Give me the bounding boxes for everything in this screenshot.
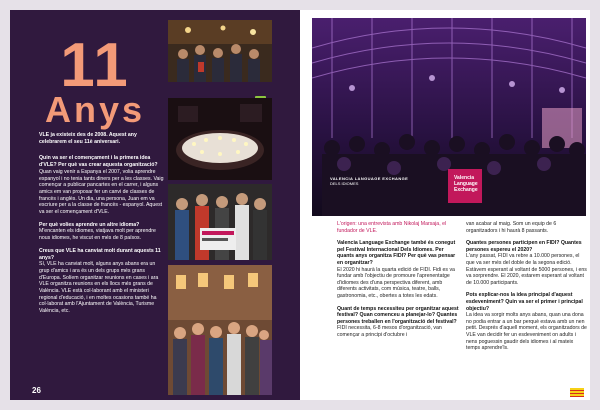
col2-question-1: Quantes persones participen en FIDI? Quantes persones espereu el 2020? [466, 240, 582, 253]
vle-logo-left [330, 177, 408, 186]
question-1: Quin va ser el començament i la primera idea d'VLE? Per què vas crear aquesta organització? [39, 155, 158, 169]
logo-line-1: VALENCIA LANGUAGE EXCHANGE [330, 176, 409, 181]
anniversary-title [36, 31, 154, 130]
col1-question-1: Valencia Language Exchange també és conegut pel Festival Internacional Dels Idiomes. Per quants anys organitza FIDI? Per què vas pensar en organitzar? [337, 240, 456, 266]
logo-badge-line-1: Valencia [454, 175, 475, 181]
title-word: Anys [44, 88, 146, 130]
logo-badge-line-2: Language [454, 181, 478, 187]
text-column-2 [466, 221, 588, 352]
col2-answer-1: L'any passat, FIDI va rebre a 10.000 persones, el que va ser més del doble de la segona edició. Estàvem esperant al voltant de 5000 persones, i ens va sorprendre. El 2020, estarem esperant al voltant de 10.000 participants. [466, 253, 587, 286]
col2-answer-2: La idea va sorgir molts anys abans, quan una dona no podia entrar a un bar perquè estava amb un nen petit. Després d'aquell moment, els organitzadors de VLE van decidir fer un esdeveniment on adults i nens poguessin gaudir dels idiomes i al mateix temps aprendre'ls. [466, 312, 587, 352]
photo-outdoor-crowd [168, 20, 272, 82]
lead-paragraph: VLE ja existeix des de 2008. Aquest any celebrarem el seu 11è aniversari. [39, 132, 137, 145]
col2-question-2: Pots explicar-nos la idea principal d'aquest esdeveniment? Quin va ser el primer i principal objectiu? [466, 292, 583, 312]
photo-group-banner [168, 184, 272, 260]
valencian-flag-icon [570, 388, 584, 397]
logo-badge-line-3: Exchange [454, 187, 478, 193]
col1-question-2: Quant de temps necessiteu per organitzar aquest festival? Quan comenceu a planejar-lo? Quantes persones treballen en l'organització del festival? [337, 305, 459, 325]
left-page [10, 10, 300, 400]
col1-answer-2: FIDI necessita, 6-8 mesos d'organització, van començar a principi d'octubre i [337, 325, 442, 338]
right-page [300, 10, 590, 400]
photo-caption: L'origen: una entrevista amb Nikolaj Marsaja, el fundador de VLE. [337, 221, 447, 234]
col2-answer-continued: van acabar al maig. Som un equip de 6 organitzadors i hi haurà 8 passants. [466, 221, 557, 234]
photo-cake [168, 98, 272, 180]
answer-3: Sí, VLE ha canviat molt, alguns anys abans era un grup d'amics i ara és un dels grups més grans d'Europa. Solíem organitzar reunions en cases i ara VLE organitza reunions en els llocs més grans de València. VLE està col·laborant amb el ministeri regional d'educació, i en moltes ocasions també ha col·laborat amb l'Ajuntament de València, Turisme València, etc. [39, 261, 159, 315]
title-number: 11 [60, 31, 130, 100]
question-2: Per què volies aprendre un altre idioma? [39, 221, 140, 228]
vle-logo-badge [448, 169, 482, 203]
logo-line-2: DELS IDIOMES [330, 180, 359, 186]
photo-street-crowd [168, 265, 272, 395]
answer-2: M'encanten els idiomes, viatjava molt per aprendre nous idiomes, he viscut en més de 8 països. [39, 228, 156, 242]
interview-text [39, 132, 165, 315]
text-column-1 [337, 221, 459, 339]
question-3: Creus que VLE ha canviat molt durant aquests 11 anys? [39, 247, 161, 261]
col1-answer-1: El 2020 hi haurà la quarta edició de FIDI. Fidi es va fundar amb l'objectiu de promoure l'aprenentatge d'idiomes des d'una perspectiva diferent, amb diferents activitats, com música, teatre, balls, gastronomia, etc., obertes a totes les edats. [337, 266, 455, 299]
answer-1: Quan vaig venir a Espanya el 2007, volia aprendre espanyol i no tenia tants diners per a les classes. Vaig començar a publicar pancartes en el carrer, i alguns amics em van proposar fer un canvi de classes de francès i anglès. Un dia, una persona, Juan em va escriure per a la classe de francès - espanyol. Aquest va ser el començament d'VLE. [39, 168, 164, 216]
page-number: 26 [32, 386, 41, 395]
